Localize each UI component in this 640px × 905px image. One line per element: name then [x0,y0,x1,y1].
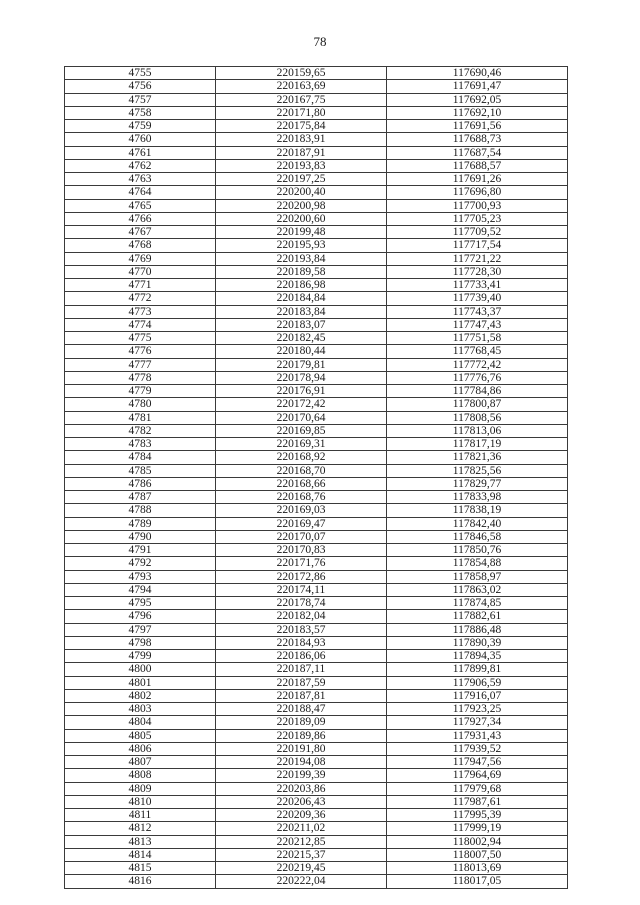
y-coordinate-cell: 117733,41 [387,279,568,292]
point-number-cell: 4773 [65,305,216,318]
x-coordinate-cell: 220206,43 [216,795,387,808]
page-number: 78 [313,34,327,49]
x-coordinate-cell: 220168,70 [216,464,387,477]
x-coordinate-cell: 220171,76 [216,557,387,570]
y-coordinate-cell: 117894,35 [387,650,568,663]
x-coordinate-cell: 220184,84 [216,292,387,305]
table-row [65,742,568,755]
y-coordinate-cell: 117858,97 [387,570,568,583]
point-number-cell: 4762 [65,159,216,172]
point-number-cell: 4776 [65,345,216,358]
table-row [65,583,568,596]
x-coordinate-cell: 220197,25 [216,173,387,186]
point-number-cell: 4761 [65,146,216,159]
y-coordinate-cell: 117886,48 [387,623,568,636]
y-coordinate-cell: 117833,98 [387,491,568,504]
x-coordinate-cell: 220212,85 [216,835,387,848]
point-number-cell: 4767 [65,226,216,239]
table-row [65,477,568,490]
x-coordinate-cell: 220182,04 [216,610,387,623]
point-number-cell: 4806 [65,742,216,755]
y-coordinate-cell: 117700,93 [387,199,568,212]
y-coordinate-cell: 117696,80 [387,186,568,199]
table-row [65,411,568,424]
table-row [65,305,568,318]
x-coordinate-cell: 220188,47 [216,703,387,716]
x-coordinate-cell: 220159,65 [216,67,387,80]
y-coordinate-cell: 117987,61 [387,795,568,808]
y-coordinate-cell: 117808,56 [387,411,568,424]
point-number-cell: 4800 [65,663,216,676]
point-number-cell: 4804 [65,716,216,729]
x-coordinate-cell: 220180,44 [216,345,387,358]
point-number-cell: 4788 [65,504,216,517]
x-coordinate-cell: 220193,83 [216,159,387,172]
x-coordinate-cell: 220171,80 [216,106,387,119]
y-coordinate-cell: 117717,54 [387,239,568,252]
y-coordinate-cell: 117687,54 [387,146,568,159]
y-coordinate-cell: 117817,19 [387,438,568,451]
y-coordinate-cell: 117829,77 [387,477,568,490]
x-coordinate-cell: 220169,47 [216,517,387,530]
x-coordinate-cell: 220211,02 [216,822,387,835]
y-coordinate-cell: 117931,43 [387,729,568,742]
table-row [65,650,568,663]
x-coordinate-cell: 220187,91 [216,146,387,159]
point-number-cell: 4766 [65,212,216,225]
coordinates-table-body [65,67,568,889]
point-number-cell: 4813 [65,835,216,848]
table-row [65,212,568,225]
x-coordinate-cell: 220183,84 [216,305,387,318]
point-number-cell: 4760 [65,133,216,146]
table-row [65,623,568,636]
y-coordinate-cell: 117882,61 [387,610,568,623]
x-coordinate-cell: 220182,45 [216,332,387,345]
table-row [65,504,568,517]
table-row [65,67,568,80]
x-coordinate-cell: 220172,86 [216,570,387,583]
table-row [65,782,568,795]
table-row [65,80,568,93]
table-row [65,795,568,808]
point-number-cell: 4780 [65,398,216,411]
table-row [65,146,568,159]
y-coordinate-cell: 117899,81 [387,663,568,676]
y-coordinate-cell: 117688,57 [387,159,568,172]
table-row [65,424,568,437]
point-number-cell: 4799 [65,650,216,663]
table-row [65,292,568,305]
x-coordinate-cell: 220200,98 [216,199,387,212]
table-row [65,398,568,411]
x-coordinate-cell: 220170,07 [216,530,387,543]
x-coordinate-cell: 220168,76 [216,491,387,504]
y-coordinate-cell: 117863,02 [387,583,568,596]
y-coordinate-cell: 117772,42 [387,358,568,371]
y-coordinate-cell: 117874,85 [387,597,568,610]
table-row [65,332,568,345]
point-number-cell: 4783 [65,438,216,451]
point-number-cell: 4791 [65,544,216,557]
y-coordinate-cell: 117800,87 [387,398,568,411]
y-coordinate-cell: 118017,05 [387,875,568,888]
point-number-cell: 4774 [65,318,216,331]
y-coordinate-cell: 117838,19 [387,504,568,517]
point-number-cell: 4796 [65,610,216,623]
x-coordinate-cell: 220172,42 [216,398,387,411]
x-coordinate-cell: 220183,57 [216,623,387,636]
point-number-cell: 4765 [65,199,216,212]
point-number-cell: 4781 [65,411,216,424]
table-row [65,729,568,742]
table-row [65,491,568,504]
point-number-cell: 4768 [65,239,216,252]
y-coordinate-cell: 117739,40 [387,292,568,305]
point-number-cell: 4802 [65,689,216,702]
table-row [65,371,568,384]
y-coordinate-cell: 117784,86 [387,385,568,398]
point-number-cell: 4811 [65,809,216,822]
table-row [65,689,568,702]
y-coordinate-cell: 117691,26 [387,173,568,186]
x-coordinate-cell: 220167,75 [216,93,387,106]
x-coordinate-cell: 220222,04 [216,875,387,888]
y-coordinate-cell: 117850,76 [387,544,568,557]
point-number-cell: 4801 [65,676,216,689]
y-coordinate-cell: 117691,56 [387,120,568,133]
table-row [65,610,568,623]
point-number-cell: 4816 [65,875,216,888]
table-row [65,93,568,106]
table-row [65,279,568,292]
y-coordinate-cell: 117842,40 [387,517,568,530]
y-coordinate-cell: 117728,30 [387,265,568,278]
table-row [65,345,568,358]
table-row [65,226,568,239]
y-coordinate-cell: 118013,69 [387,862,568,875]
coordinates-table [64,66,568,889]
table-row [65,756,568,769]
point-number-cell: 4810 [65,795,216,808]
point-number-cell: 4786 [65,477,216,490]
y-coordinate-cell: 117709,52 [387,226,568,239]
x-coordinate-cell: 220178,94 [216,371,387,384]
y-coordinate-cell: 117690,46 [387,67,568,80]
table-row [65,597,568,610]
point-number-cell: 4763 [65,173,216,186]
y-coordinate-cell: 118002,94 [387,835,568,848]
table-row [65,570,568,583]
x-coordinate-cell: 220183,91 [216,133,387,146]
y-coordinate-cell: 117768,45 [387,345,568,358]
y-coordinate-cell: 117747,43 [387,318,568,331]
y-coordinate-cell: 117916,07 [387,689,568,702]
x-coordinate-cell: 220193,84 [216,252,387,265]
x-coordinate-cell: 220186,06 [216,650,387,663]
x-coordinate-cell: 220189,09 [216,716,387,729]
point-number-cell: 4803 [65,703,216,716]
table-row [65,835,568,848]
table-row [65,848,568,861]
point-number-cell: 4755 [65,67,216,80]
table-row [65,716,568,729]
point-number-cell: 4758 [65,106,216,119]
y-coordinate-cell: 117906,59 [387,676,568,689]
table-row [65,676,568,689]
x-coordinate-cell: 220199,48 [216,226,387,239]
y-coordinate-cell: 117692,10 [387,106,568,119]
x-coordinate-cell: 220176,91 [216,385,387,398]
x-coordinate-cell: 220191,80 [216,742,387,755]
x-coordinate-cell: 220175,84 [216,120,387,133]
x-coordinate-cell: 220187,59 [216,676,387,689]
x-coordinate-cell: 220183,07 [216,318,387,331]
y-coordinate-cell: 117927,34 [387,716,568,729]
x-coordinate-cell: 220169,03 [216,504,387,517]
y-coordinate-cell: 117721,22 [387,252,568,265]
point-number-cell: 4782 [65,424,216,437]
point-number-cell: 4757 [65,93,216,106]
point-number-cell: 4777 [65,358,216,371]
table-row [65,451,568,464]
point-number-cell: 4772 [65,292,216,305]
y-coordinate-cell: 117751,58 [387,332,568,345]
point-number-cell: 4769 [65,252,216,265]
x-coordinate-cell: 220186,98 [216,279,387,292]
x-coordinate-cell: 220184,93 [216,636,387,649]
table-row [65,133,568,146]
table-row [65,809,568,822]
y-coordinate-cell: 117846,58 [387,530,568,543]
table-row [65,438,568,451]
y-coordinate-cell: 117688,73 [387,133,568,146]
x-coordinate-cell: 220169,85 [216,424,387,437]
x-coordinate-cell: 220170,64 [216,411,387,424]
table-row [65,186,568,199]
point-number-cell: 4764 [65,186,216,199]
table-row [65,703,568,716]
table-row [65,199,568,212]
point-number-cell: 4775 [65,332,216,345]
table-row [65,252,568,265]
x-coordinate-cell: 220195,93 [216,239,387,252]
point-number-cell: 4771 [65,279,216,292]
y-coordinate-cell: 117890,39 [387,636,568,649]
x-coordinate-cell: 220215,37 [216,848,387,861]
table-row [65,106,568,119]
x-coordinate-cell: 220194,08 [216,756,387,769]
table-row [65,530,568,543]
table-row [65,464,568,477]
point-number-cell: 4794 [65,583,216,596]
y-coordinate-cell: 117776,76 [387,371,568,384]
point-number-cell: 4807 [65,756,216,769]
point-number-cell: 4770 [65,265,216,278]
table-row [65,636,568,649]
y-coordinate-cell: 117923,25 [387,703,568,716]
table-row [65,159,568,172]
x-coordinate-cell: 220168,66 [216,477,387,490]
x-coordinate-cell: 220187,81 [216,689,387,702]
point-number-cell: 4790 [65,530,216,543]
y-coordinate-cell: 117691,47 [387,80,568,93]
x-coordinate-cell: 220189,58 [216,265,387,278]
x-coordinate-cell: 220168,92 [216,451,387,464]
point-number-cell: 4815 [65,862,216,875]
point-number-cell: 4809 [65,782,216,795]
point-number-cell: 4756 [65,80,216,93]
table-row [65,862,568,875]
table-row [65,318,568,331]
y-coordinate-cell: 117705,23 [387,212,568,225]
table-row [65,358,568,371]
y-coordinate-cell: 117939,52 [387,742,568,755]
x-coordinate-cell: 220169,31 [216,438,387,451]
x-coordinate-cell: 220179,81 [216,358,387,371]
x-coordinate-cell: 220203,86 [216,782,387,795]
table-row [65,265,568,278]
x-coordinate-cell: 220200,60 [216,212,387,225]
point-number-cell: 4759 [65,120,216,133]
point-number-cell: 4795 [65,597,216,610]
y-coordinate-cell: 117947,56 [387,756,568,769]
point-number-cell: 4778 [65,371,216,384]
point-number-cell: 4779 [65,385,216,398]
point-number-cell: 4792 [65,557,216,570]
x-coordinate-cell: 220170,83 [216,544,387,557]
point-number-cell: 4808 [65,769,216,782]
x-coordinate-cell: 220200,40 [216,186,387,199]
point-number-cell: 4789 [65,517,216,530]
y-coordinate-cell: 117854,88 [387,557,568,570]
x-coordinate-cell: 220209,36 [216,809,387,822]
point-number-cell: 4798 [65,636,216,649]
point-number-cell: 4797 [65,623,216,636]
x-coordinate-cell: 220178,74 [216,597,387,610]
table-row [65,875,568,888]
y-coordinate-cell: 117964,69 [387,769,568,782]
point-number-cell: 4805 [65,729,216,742]
table-row [65,239,568,252]
x-coordinate-cell: 220174,11 [216,583,387,596]
y-coordinate-cell: 117821,36 [387,451,568,464]
table-row [65,385,568,398]
y-coordinate-cell: 117979,68 [387,782,568,795]
table-row [65,173,568,186]
x-coordinate-cell: 220219,45 [216,862,387,875]
table-row [65,120,568,133]
table-row [65,769,568,782]
point-number-cell: 4812 [65,822,216,835]
x-coordinate-cell: 220189,86 [216,729,387,742]
y-coordinate-cell: 117999,19 [387,822,568,835]
y-coordinate-cell: 117743,37 [387,305,568,318]
point-number-cell: 4785 [65,464,216,477]
y-coordinate-cell: 117825,56 [387,464,568,477]
point-number-cell: 4784 [65,451,216,464]
x-coordinate-cell: 220163,69 [216,80,387,93]
x-coordinate-cell: 220187,11 [216,663,387,676]
point-number-cell: 4793 [65,570,216,583]
x-coordinate-cell: 220199,39 [216,769,387,782]
table-row [65,663,568,676]
table-row [65,544,568,557]
table-row [65,517,568,530]
table-row [65,822,568,835]
y-coordinate-cell: 117813,06 [387,424,568,437]
y-coordinate-cell: 117995,39 [387,809,568,822]
point-number-cell: 4787 [65,491,216,504]
table-row [65,557,568,570]
point-number-cell: 4814 [65,848,216,861]
y-coordinate-cell: 117692,05 [387,93,568,106]
y-coordinate-cell: 118007,50 [387,848,568,861]
